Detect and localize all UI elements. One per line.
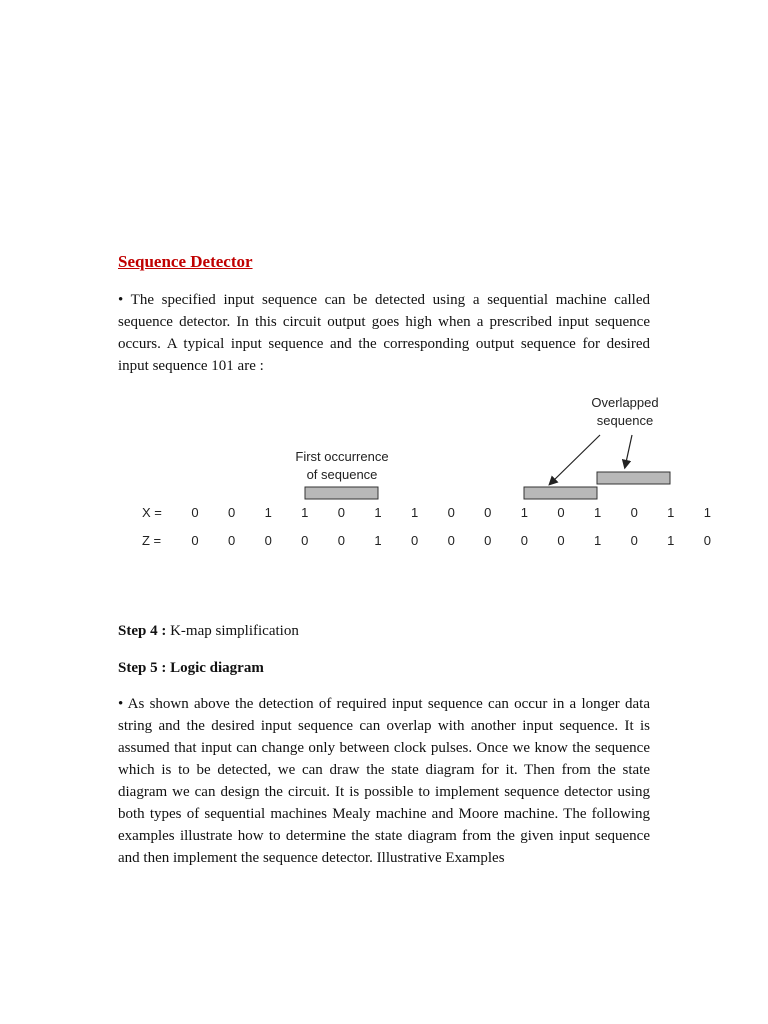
x-value: 0 bbox=[227, 505, 236, 520]
intro-paragraph: • The specified input sequence can be detected using a sequential machine called sequence detector. In this circuit output goes high when a prescribed input sequence occurs. A typical input sequence and the corresponding output sequence for desired input sequence 101 are : bbox=[118, 292, 650, 374]
z-value: 0 bbox=[191, 533, 199, 548]
first-occurrence-label-line2: of sequence bbox=[306, 467, 378, 482]
overlap-arrow-2 bbox=[625, 435, 632, 467]
x-value: 0 bbox=[191, 505, 199, 520]
x-value: 0 bbox=[337, 505, 346, 520]
x-value: 0 bbox=[630, 505, 638, 520]
overlapped-label-line1: Overlapped bbox=[591, 395, 659, 410]
z-value: 0 bbox=[484, 533, 492, 548]
x-value: 1 bbox=[410, 505, 419, 520]
step-5-label: Step 5 : Logic diagram bbox=[118, 660, 264, 676]
sequence-figure bbox=[118, 385, 738, 565]
step-4 bbox=[118, 621, 299, 641]
x-value: 0 bbox=[557, 505, 565, 520]
z-value: 0 bbox=[447, 533, 455, 548]
x-sequence bbox=[191, 505, 711, 520]
x-value: 1 bbox=[264, 505, 272, 520]
x-value: 0 bbox=[447, 505, 455, 520]
z-value: 0 bbox=[410, 533, 419, 548]
overlap-arrow-1 bbox=[550, 435, 600, 484]
overlapped-label-line2: sequence bbox=[596, 413, 654, 428]
x-value: 1 bbox=[520, 505, 529, 520]
z-value: 0 bbox=[227, 533, 236, 548]
z-value: 0 bbox=[264, 533, 272, 548]
section-heading: Sequence Detector bbox=[118, 252, 253, 271]
first-occurrence-bar bbox=[305, 487, 378, 499]
step-4-text: K-map simplification bbox=[166, 623, 299, 639]
first-occurrence-label-line1: First occurrence bbox=[295, 449, 389, 464]
step-5 bbox=[118, 658, 264, 678]
x-value: 1 bbox=[301, 505, 309, 520]
z-value: 0 bbox=[557, 533, 565, 548]
x-value: 1 bbox=[667, 505, 675, 520]
z-value: 0 bbox=[703, 533, 712, 548]
z-value: 1 bbox=[593, 533, 602, 548]
step-4-label: Step 4 : bbox=[118, 623, 167, 639]
x-row-label: X = bbox=[142, 505, 162, 520]
z-sequence bbox=[191, 533, 711, 548]
x-value: 1 bbox=[593, 505, 602, 520]
x-value: 1 bbox=[374, 505, 382, 520]
x-value: 0 bbox=[484, 505, 492, 520]
sequence-diagram bbox=[118, 385, 738, 565]
z-value: 0 bbox=[301, 533, 309, 548]
overlap-bar-1 bbox=[524, 487, 597, 499]
z-value: 1 bbox=[374, 533, 382, 548]
z-row-label: Z = bbox=[142, 533, 162, 548]
body-paragraph: • As shown above the detection of required input sequence can occur in a longer data string and the desired input sequence can overlap with another input sequence. It is assumed that input can change only between clock pulses. Once we know the sequence which is to be detected, we can draw the state diagram for it. Then from the state diagram we can design the circuit. It is possible to implement sequence detector using both types of sequential machines Mealy machine and Moore machine. The following examples illustrate how to determine the state diagram from the given input sequence and then implement the sequence detector. Illustrative Examples bbox=[118, 696, 650, 866]
z-value: 0 bbox=[630, 533, 638, 548]
z-value: 0 bbox=[520, 533, 529, 548]
overlap-bar-2 bbox=[597, 472, 670, 484]
z-value: 1 bbox=[667, 533, 675, 548]
x-value: 1 bbox=[703, 505, 712, 520]
z-value: 0 bbox=[337, 533, 346, 548]
